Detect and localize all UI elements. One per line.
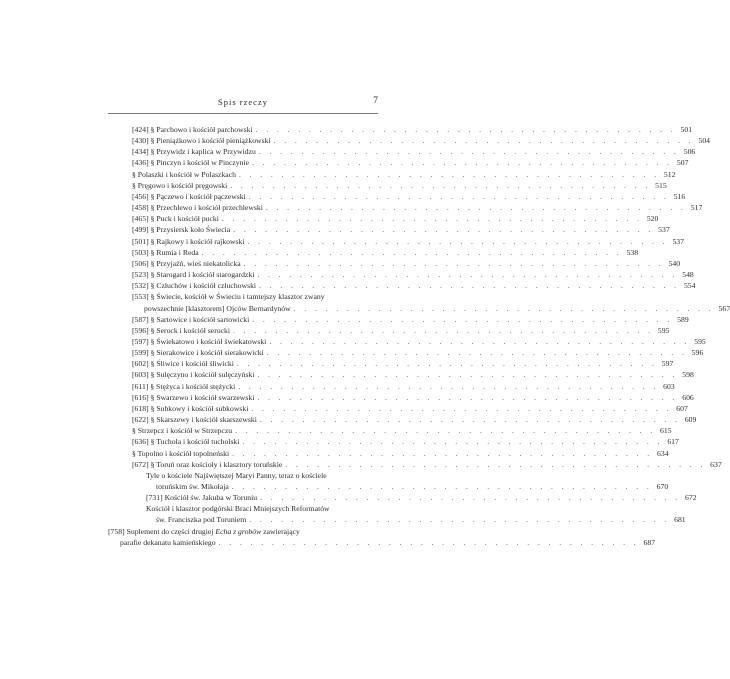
- toc-entry: [108, 247, 639, 258]
- toc-leader-dots: . . . . . . . . . . . . . . . . . . . . . . . . . . . . . . . . . . . . . . . .: [258, 147, 680, 157]
- toc-entry: [108, 224, 670, 235]
- toc-entry-first-line: [553] § Świecie, kościół w Świeciu i tamtejszy klasztor zwany: [132, 292, 325, 302]
- toc-entry-first-line: [108, 526, 378, 537]
- running-header: [108, 97, 378, 111]
- toc-entry-page: 516: [673, 191, 686, 201]
- toc-entry-title: [611] § Stężyca i kościół stężycki: [132, 381, 236, 391]
- toc-entry-title: [523] § Starogard i kościół starogardzki: [132, 270, 255, 280]
- toc-leader-dots: . . . . . . . . . . . . . . . . . . . . . . . . . . . . . . . . . . . . . . . .: [248, 191, 670, 201]
- toc-entry-page: 596: [691, 348, 704, 358]
- toc-entry-page: 634: [657, 448, 669, 458]
- toc-entry-text: zawierający: [261, 526, 300, 536]
- toc-entry: [108, 269, 694, 280]
- toc-entry-page: 537: [672, 236, 684, 246]
- toc-entry-title: [506] § Przyjaźń, wieś niekatolicka: [132, 258, 241, 268]
- toc-entry-title: toruńskim św. Mikołaja: [156, 482, 229, 491]
- toc-entry-title: [424] § Parchowo i kościół parchowski: [132, 125, 253, 134]
- toc-entry-page: 617: [667, 437, 679, 447]
- toc-leader-dots: . . . . . . . . . . . . . . . . . . . . . . . . . . . . . . . . . . . . . . . .: [251, 403, 672, 413]
- toc-entry-page: 606: [682, 392, 694, 402]
- toc-entry-page: 567: [718, 303, 730, 313]
- toc-entry: [108, 303, 730, 314]
- toc-entry: [108, 336, 706, 347]
- toc-leader-dots: . . . . . . . . . . . . . . . . . . . . . . . . . . . . . . . . . . . . . . . .: [242, 437, 663, 447]
- toc-entry: [108, 537, 656, 548]
- toc-leader-dots: . . . . . . . . . . . . . . . . . . . . . . . . . . . . . . . . . . . . . . . .: [201, 247, 623, 257]
- toc-entry: [108, 425, 672, 436]
- toc-leader-dots: . . . . . . . . . . . . . . . . . . . . . . . . . . . . . . . . . . . . . . . .: [259, 415, 681, 425]
- toc-entry-title: [618] § Subkowy i kościół subkowski: [132, 403, 249, 413]
- toc-entry-title: [602] § Śliwice i kościół śliwicki: [132, 359, 234, 369]
- toc-entry: [108, 414, 697, 425]
- toc-entry-page: 540: [668, 258, 681, 268]
- toc-entry: [108, 403, 688, 414]
- toc-entry: [108, 492, 697, 503]
- toc-leader-dots: . . . . . . . . . . . . . . . . . . . . . . . . . . . . . . . . . . . . . . . .: [238, 381, 659, 391]
- toc-entry: [108, 392, 694, 403]
- toc-entry-title: [458] § Przechlewo i kościół przechlewski: [132, 203, 263, 213]
- toc-entry-title: [731] Kościół św. Jakuba w Toruniu: [146, 493, 258, 503]
- toc-leader-dots: . . . . . . . . . . . . . . . . . . . . . . . . . . . . . . . . . . . . . . . .: [247, 236, 668, 246]
- toc-entry-title: [434] § Przywidz i kaplica w Przywidzu: [132, 147, 256, 157]
- toc-entry-page: 615: [660, 426, 672, 436]
- toc-entry-page: 537: [658, 225, 670, 235]
- toc-entry-title: [622] § Skarszewy i kościół skarszewski: [132, 415, 257, 425]
- toc-leader-dots: . . . . . . . . . . . . . . . . . . . . . . . . . . . . . . . . . . . . . . . .: [257, 392, 678, 402]
- toc-leader-dots: . . . . . . . . . . . . . . . . . . . . . . . . . . . . . . . . . . . . . . . .: [252, 314, 673, 324]
- toc-entry-title: § Polaszki i kościół w Polaszkach: [132, 169, 236, 179]
- toc-leader-dots: . . . . . . . . . . . . . . . . . . . . . . . . . . . . . . . . . . . . . . . .: [221, 214, 643, 224]
- toc-entry: [108, 448, 669, 459]
- toc-entry: [108, 459, 722, 470]
- toc-leader-dots: . . . . . . . . . . . . . . . . . . . . . . . . . . . . . . . . . . . . . . . .: [249, 515, 670, 525]
- toc-leader-dots: . . . . . . . . . . . . . . . . . . . . . . . . . . . . . . . . . . . . . . . .: [259, 281, 680, 291]
- toc-entry: [108, 157, 689, 168]
- toc-entry: [108, 325, 670, 336]
- toc-entry-title: [532] § Człuchów i kościół człuchowski: [132, 281, 257, 291]
- header-rule: [108, 113, 378, 114]
- toc-entry-title: [603] § Sulęczyno i kościół sulęczyński: [132, 370, 255, 380]
- toc-entry: [108, 191, 686, 202]
- toc-entry-page: 554: [683, 281, 696, 291]
- toc-leader-dots: . . . . . . . . . . . . . . . . . . . . . . . . . . . . . . . . . . . . . . . .: [252, 158, 673, 168]
- toc-entry: [108, 213, 659, 224]
- toc-leader-dots: . . . . . . . . . . . . . . . . . . . . . . . . . . . . . . . . . . . . . . . .: [273, 136, 695, 146]
- toc-entry: [108, 514, 686, 525]
- toc-entry-page: 515: [655, 180, 667, 190]
- running-title: Spis rzeczy: [218, 97, 268, 107]
- toc-leader-dots: . . . . . . . . . . . . . . . . . . . . . . . . . . . . . . . . . . . . . . . .: [285, 459, 706, 469]
- toc-entry-page: 603: [663, 381, 675, 391]
- toc-entry-title: [599] § Sierakowice i kościół sierakowicki: [132, 348, 264, 358]
- toc-entry-page: 637: [710, 459, 722, 469]
- toc-entry-title: [596] § Serock i kościół serocki: [132, 325, 230, 335]
- toc-entry-page: 595: [694, 336, 706, 346]
- toc-entry: [108, 202, 703, 213]
- toc-entry-title: § Topolno i kościół topolneński: [132, 448, 230, 458]
- toc-entry-title: § Strzepcz i kościół w Strzepczu: [132, 426, 233, 436]
- toc-entry-first-line: Tyle o kościele Najświętszej Maryi Panny, teraz o kościele: [146, 470, 327, 480]
- toc-leader-dots: . . . . . . . . . . . . . . . . . . . . . . . . . . . . . . . . . . . . . . . .: [257, 370, 678, 380]
- toc-leader-dots: . . . . . . . . . . . . . . . . . . . . . . . . . . . . . . . . . . . . . . . .: [260, 493, 681, 503]
- toc-entry-title: powszechnie [klasztorem] Ojców Bernardynów: [144, 303, 291, 313]
- toc-entry-title: [587] § Sartowice i kościół sartowicki: [132, 314, 250, 324]
- toc-leader-dots: . . . . . . . . . . . . . . . . . . . . . . . . . . . . . . . . . . . . . . . .: [255, 125, 677, 134]
- toc-entry-page: 672: [685, 493, 697, 503]
- toc-leader-dots: . . . . . . . . . . . . . . . . . . . . . . . . . . . . . . . . . . . . . . . .: [238, 169, 660, 179]
- toc-entry: [108, 358, 674, 369]
- toc-leader-dots: . . . . . . . . . . . . . . . . . . . . . . . . . . . . . . . . . . . . . . . .: [231, 482, 653, 491]
- toc-entry: [108, 314, 689, 325]
- table-of-contents: [108, 124, 730, 548]
- toc-entry-title: [616] § Swarzewo i kościół swarzewski: [132, 392, 255, 402]
- toc-entry: [108, 124, 693, 135]
- toc-entry-page: 504: [698, 136, 711, 146]
- toc-leader-dots: . . . . . . . . . . . . . . . . . . . . . . . . . . . . . . . . . . . . . . . .: [232, 448, 653, 458]
- toc-entry-page: 687: [643, 537, 656, 547]
- toc-entry-page: 520: [646, 214, 659, 224]
- toc-entry-page: 595: [657, 325, 670, 335]
- toc-entry-title: [430] § Pieniążkowo i kościół pieniążkowski: [132, 136, 271, 146]
- toc-entry-page: 597: [661, 359, 674, 369]
- toc-entry: [108, 135, 711, 146]
- toc-leader-dots: . . . . . . . . . . . . . . . . . . . . . . . . . . . . . . . . . . . . . . . .: [235, 426, 656, 436]
- toc-entry: [108, 481, 669, 492]
- toc-entry-title: [499] § Przysiersk koło Świecia: [132, 225, 231, 235]
- toc-leader-dots: . . . . . . . . . . . . . . . . . . . . . . . . . . . . . . . . . . . . . . . .: [293, 303, 715, 313]
- toc-leader-dots: . . . . . . . . . . . . . . . . . . . . . . . . . . . . . . . . . . . . . . . .: [269, 336, 690, 346]
- toc-entry-title: [456] § Pączewo i kościół pączewski: [132, 191, 246, 201]
- toc-entry-title: [503] § Rumia i Reda: [132, 247, 199, 257]
- toc-entry: [108, 369, 694, 380]
- toc-entry: [108, 280, 696, 291]
- toc-entry-page: 501: [680, 125, 693, 134]
- toc-entry: [108, 146, 696, 157]
- toc-entry-page: 589: [677, 314, 689, 324]
- toc-entry-title: [636] § Tuchola i kościół tucholski: [132, 437, 240, 447]
- toc-leader-dots: . . . . . . . . . . . . . . . . . . . . . . . . . . . . . . . . . . . . . . . .: [236, 359, 658, 369]
- toc-leader-dots: . . . . . . . . . . . . . . . . . . . . . . . . . . . . . . . . . . . . . . . .: [257, 270, 678, 280]
- toc-entry-title: św. Franciszka pod Toruniem: [156, 515, 247, 525]
- toc-entry-title: [597] § Świekatowo i kościół świekatowski: [132, 336, 267, 346]
- toc-entry-title: [436] § Pinczyn i kościół w Pinczynie: [132, 158, 250, 168]
- toc-leader-dots: . . . . . . . . . . . . . . . . . . . . . . . . . . . . . . . . . . . . . . . .: [243, 258, 665, 268]
- toc-entry-page: 670: [656, 482, 669, 491]
- toc-entry: [108, 236, 684, 247]
- toc-entry: [108, 258, 681, 269]
- toc-entry: [108, 180, 667, 191]
- toc-entry-page: 681: [674, 515, 686, 525]
- toc-entry: [108, 347, 704, 358]
- toc-entry: [108, 381, 675, 392]
- toc-leader-dots: . . . . . . . . . . . . . . . . . . . . . . . . . . . . . . . . . . . . . . . .: [218, 537, 640, 547]
- toc-leader-dots: . . . . . . . . . . . . . . . . . . . . . . . . . . . . . . . . . . . . . . . .: [230, 180, 651, 190]
- toc-entry-page: 538: [626, 247, 639, 257]
- toc-leader-dots: . . . . . . . . . . . . . . . . . . . . . . . . . . . . . . . . . . . . . . . .: [233, 225, 654, 235]
- toc-leader-dots: . . . . . . . . . . . . . . . . . . . . . . . . . . . . . . . . . . . . . . . .: [233, 325, 654, 335]
- toc-entry: [108, 436, 679, 447]
- toc-entry-title: [672] § Toruń oraz kościoły i klasztory toruńskie: [132, 459, 283, 469]
- toc-entry-page: 512: [663, 169, 676, 179]
- toc-leader-dots: . . . . . . . . . . . . . . . . . . . . . . . . . . . . . . . . . . . . . . . .: [265, 203, 687, 213]
- toc-entry-page: 517: [690, 203, 703, 213]
- toc-entry-page: 507: [676, 158, 689, 168]
- toc-leader-dots: . . . . . . . . . . . . . . . . . . . . . . . . . . . . . . . . . . . . . . . .: [266, 348, 688, 358]
- toc-entry-page: 598: [682, 370, 694, 380]
- toc-entry-title: § Pręgowo i kościół pręgowski: [132, 180, 228, 190]
- toc-entry-title: [501] § Rajkowy i kościół rajkowski: [132, 236, 245, 246]
- page-number: 7: [373, 96, 378, 106]
- toc-entry-text: [758] Suplement do części drugiej: [108, 526, 216, 536]
- toc-entry-italic-title: Echa z grobów: [215, 526, 262, 536]
- toc-entry-page: 607: [676, 403, 688, 413]
- toc-entry-first-line: Kościół i klasztor podgórski Braci Mniejszych Reformatów: [146, 504, 330, 514]
- toc-entry-page: 548: [682, 270, 694, 280]
- toc-entry: [108, 169, 676, 180]
- toc-entry-title: [465] § Puck i kościół pucki: [132, 214, 219, 224]
- toc-entry-page: 506: [683, 147, 696, 157]
- toc-entry-page: 609: [684, 415, 697, 425]
- toc-entry-title: parafie dekanatu kamieńskiego: [120, 537, 216, 547]
